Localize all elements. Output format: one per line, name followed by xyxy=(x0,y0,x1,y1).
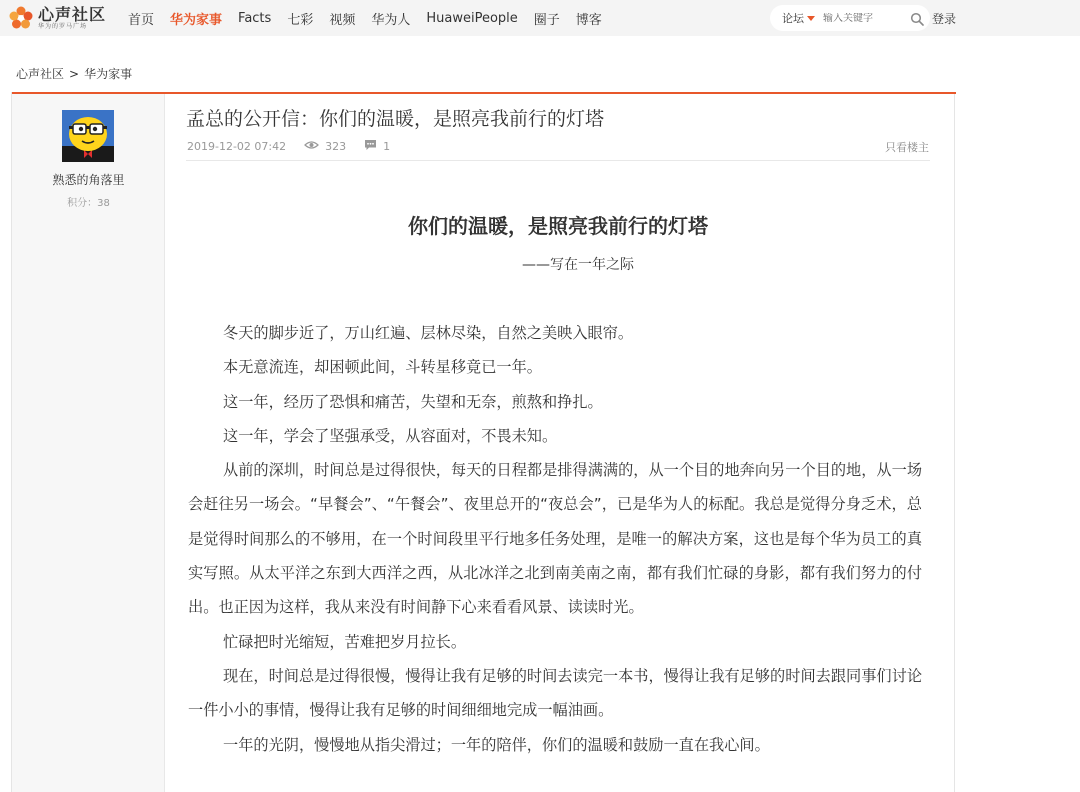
nav-item-huawei-family[interactable]: 华为家事 xyxy=(170,12,223,28)
eye-icon xyxy=(304,140,319,153)
search-scope-select[interactable]: 论坛 xyxy=(782,12,804,25)
nav-item-facts[interactable]: Facts xyxy=(238,10,272,26)
article-subtitle: ——写在一年之际 xyxy=(522,257,634,273)
paragraph: 一年的光阴，慢慢地从指尖滑过；一年的陪伴，你们的温暖和鼓励一直在我心间。 xyxy=(223,735,770,754)
comment-count: 1 xyxy=(383,140,391,153)
nav-item-home[interactable]: 首页 xyxy=(128,12,155,28)
search-input[interactable] xyxy=(823,13,907,24)
article-body xyxy=(188,316,922,762)
chevron-down-icon[interactable] xyxy=(807,16,815,21)
breadcrumb-item-section[interactable]: 华为家事 xyxy=(84,67,133,81)
nav-item-video[interactable]: 视频 xyxy=(329,12,356,28)
post-meta xyxy=(187,139,390,154)
view-count: 323 xyxy=(325,140,347,153)
paragraph: 这一年，学会了坚强承受，从容面对，不畏未知。 xyxy=(223,426,558,445)
logo-title: 心声社区 xyxy=(38,4,107,24)
breadcrumb-item-home[interactable]: 心声社区 xyxy=(16,67,65,81)
paragraph: 本无意流连，却困顿此间，斗转星移竟已一年。 xyxy=(223,358,542,377)
author-points: 积分：38 xyxy=(67,198,110,209)
article-title: 你们的温暖，是照亮我前行的灯塔 xyxy=(408,214,708,238)
logo-flower-icon xyxy=(8,5,34,31)
only-op-link[interactable]: 只看楼主 xyxy=(885,141,929,154)
nav-item-huawei-people[interactable]: HuaweiPeople xyxy=(426,10,518,26)
author-sidebar xyxy=(12,94,165,792)
post-title: 孟总的公开信：你们的温暖，是照亮我前行的灯塔 xyxy=(186,108,605,130)
breadcrumb-separator: > xyxy=(69,67,80,81)
logo-tagline: 华为的罗马广场 xyxy=(38,22,88,30)
main-menu xyxy=(128,0,618,36)
author-name[interactable]: 熟悉的角落里 xyxy=(52,173,125,187)
search-icon[interactable] xyxy=(910,11,924,25)
breadcrumb xyxy=(16,65,132,82)
paragraph: 冬天的脚步近了，万山红遍、层林尽染，自然之美映入眼帘。 xyxy=(223,324,634,342)
top-nav xyxy=(0,0,1080,36)
nav-item-qicai[interactable]: 七彩 xyxy=(287,12,314,28)
nav-item-huawei-ren[interactable]: 华为人 xyxy=(371,12,411,28)
post-date: 2019-12-02 07:42 xyxy=(187,140,287,153)
login-link[interactable]: 登录 xyxy=(932,12,957,26)
post-container xyxy=(11,92,955,792)
avatar[interactable] xyxy=(62,110,114,162)
nav-item-circles[interactable]: 圈子 xyxy=(533,12,560,28)
site-logo[interactable] xyxy=(8,5,106,31)
meta-divider xyxy=(186,160,930,161)
paragraph: 忙碌把时光缩短，苦难把岁月拉长。 xyxy=(223,632,466,651)
search-box xyxy=(770,5,930,31)
paragraph: 这一年，经历了恐惧和痛苦，失望和无奈，煎熬和挣扎。 xyxy=(223,392,603,411)
paragraph: 从前的深圳，时间总是过得很快，每天的日程都是排得满满的，从一个目的地奔向另一个目的地，从一场会赶往另一场会。“早餐会”、“午餐会”、夜里总开的“夜总会”，已是华为人的标配。我总是觉得分身乏术，总是觉得时间那么的不够用，在一个时间段里平行地多任务处理，是唯一的解决方案，这也是每个华为员工的真实写照。从太平洋之东到大西洋之西，从北冰洋之北到南美南之南，都有我们忙碌的身影，都有我们努力的付出。也正因为这样，我从来没有时间静下心来看看风景、读读时光。 xyxy=(188,461,922,617)
paragraph: 现在，时间总是过得很慢，慢得让我有足够的时间去读完一本书，慢得让我有足够的时间去跟同事们讨论一件小小的事情，慢得让我有足够的时间细细地完成一幅油画。 xyxy=(188,666,922,720)
nav-item-blog[interactable]: 博客 xyxy=(575,12,602,28)
comment-icon xyxy=(364,139,377,154)
